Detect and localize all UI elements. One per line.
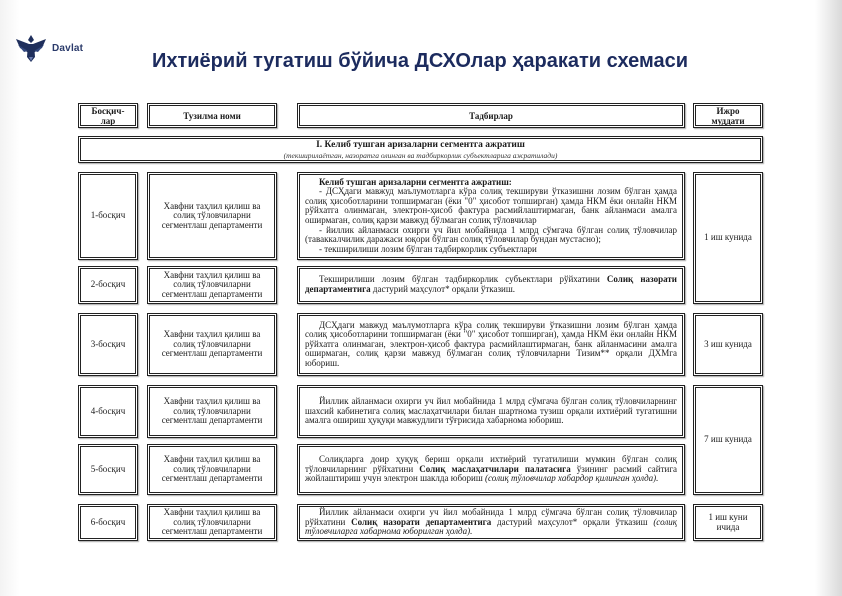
measures-2-bold: Солиқ назорати департаментига <box>305 274 677 294</box>
structure-cell-5: Хавфни таҳлил қилиш ва солиқ тўловчиларни сегментлаш департаменти <box>147 444 277 495</box>
stage-cell-6: 6-босқич <box>78 504 138 541</box>
section-header <box>78 136 763 163</box>
header-stage-line2: лар <box>100 115 116 126</box>
measures-cell-2 <box>297 266 685 304</box>
measures-1-title: Келиб тушган аризаларни сегментга ажратиш: <box>319 176 512 187</box>
measures-5-italic: (солиқ тўловчилар хабардор қилинган ҳолда). <box>485 473 659 484</box>
structure-cell-6: Хавфни таҳлил қилиш ва солиқ тўловчиларни сегментлаш департаменти <box>147 504 277 541</box>
measures-5-pre: Солиқларга доир ҳуқуқ бериш орқали ихтиёрий тугатилиши мумкин бўлган солиқ тўловчиларнинг рўйхатини <box>305 454 677 474</box>
section-title: I. Келиб тушган аризаларни сегментга ажратиш <box>316 139 525 150</box>
measures-cell-3 <box>297 313 685 376</box>
logo-text: Davlat <box>52 43 84 54</box>
header-stage-line1: Босқич- <box>91 105 125 116</box>
measures-1-bullet-2: - йиллик айланмаси охирги уч йил мобайнида 1 млрд сўмгача бўлган солиқ тўловчилар (таваккалчилик даражаси юқори бўлган солиқ тўловчилар бундан мустасно); <box>305 224 677 245</box>
measures-cell-1 <box>297 172 685 260</box>
deadline-cell-2: 3 иш кунида <box>693 313 763 376</box>
measures-6-mid: дастурий маҳсулот* орқали ўтказиш <box>491 516 654 527</box>
measures-cell-6 <box>297 504 685 541</box>
logo-eagle-icon <box>14 31 48 65</box>
header-deadline-line2: муддати <box>711 115 745 126</box>
measures-4-text: Йиллик айланмаси охирги уч йил мобайнида 1 млрд сўмгача бўлган солиқ тўловчиларнинг шахсий кабинетига солиқ маслаҳатчилари билан шартнома тузиш орқали ихтиёрий тугатишни амалга ошириш ҳуқуқи мавжудлиги тўғрисида хабарнома юбориш. <box>305 396 677 426</box>
header-deadline <box>693 103 763 128</box>
measures-3-text: ДСҲдаги мавжуд маълумотларга кўра солиқ текшируви ўтказишни лозим бўлган ҳамда солиқ ҳисоботларини топширмаган (ёки "0" ҳисобот топширган), ҳамда НКМ ёки онлайн НКМ рўйхатга олинмаган, электрон-ҳисоб фактура расмийлаштирмаган, банк айланмасини амалга оширмаган, солиқ қарзи мавжуд бўлмаган солиқ тўловчиларни Тизим** орқали ДХМга юбориш. <box>305 319 677 368</box>
header-stage <box>78 103 138 128</box>
measures-1-bullet-1: - ДСҲдаги мавжуд маълумотларга кўра солиқ текшируви ўтказишни лозим бўлган ҳамда солиқ ҳисоботларини топширмаган (ёки "0" ҳисобот топширган) ҳамда НКМ ёки онлайн НКМ рўйхатга олинмаган, электрон-ҳисоб фактура расмийлаштирмаган, банк айланмаси амалга оширмаган, солиқ қарзи мавжуд бўлмаган солиқ тўловчилар <box>305 186 677 225</box>
structure-cell-3: Хавфни таҳлил қилиш ва солиқ тўловчиларни сегментлаш департаменти <box>147 313 277 376</box>
measures-6-pre: Йиллик айланмаси охирги уч йил мобайнида 1 млрд сўмгача бўлган солиқ тўловчилар рўйхатини <box>305 507 677 527</box>
deadline-cell-4-text: 1 иш куни ичида <box>708 511 748 532</box>
measures-2-post: дастурий маҳсулот* орқали ўтказиш. <box>370 284 516 294</box>
measures-6-bold: Солиқ назорати департаментига <box>351 516 492 527</box>
measures-2-pre: Текширилиши лозим бўлган тадбиркорлик субъектлари рўйхатини <box>319 274 607 285</box>
structure-cell-4: Хавфни таҳлил қилиш ва солиқ тўловчиларни сегментлаш департаменти <box>147 385 277 438</box>
measures-5-mid: ўзининг расмий сайтига жойлаштириш учун электрон шаклда юбориш <box>305 463 678 484</box>
measures-cell-5 <box>297 444 685 495</box>
measures-5-text <box>305 455 677 484</box>
deadline-cell-3: 7 иш кунида <box>693 385 763 495</box>
measures-2-text <box>305 275 677 294</box>
deadline-cell-4 <box>693 504 763 541</box>
measures-cell-4 <box>297 385 685 438</box>
stage-cell-3: 3-босқич <box>78 313 138 376</box>
header-measures: Тадбирлар <box>297 103 685 128</box>
structure-cell-1: Хавфни таҳлил қилиш ва солиқ тўловчиларни сегментлаш департаменти <box>147 172 277 260</box>
header-structure: Тузилма номи <box>147 103 277 128</box>
measures-6-italic: (солиқ тўловчиларга хабарнома юборилган ҳолда). <box>305 516 677 537</box>
stage-cell-5: 5-босқич <box>78 444 138 495</box>
page-title: Ихтиёрий тугатиш бўйича ДСХОлар ҳаракати схемаси <box>151 50 689 72</box>
deadline-cell-1: 1 иш кунида <box>693 172 763 304</box>
section-subtitle: (текширилаётган, назоратга олинган ва тадбиркорлик субъектларига ажратилади) <box>283 150 558 160</box>
structure-cell-2: Хавфни таҳлил қилиш ва солиқ тўловчиларни сегментлаш департаменти <box>147 266 277 304</box>
stage-cell-4: 4-босқич <box>78 385 138 438</box>
measures-5-bold: Солиқ маслаҳатчилари палатасига <box>419 463 571 474</box>
measures-1-bullet-3: - текширилиши лозим бўлган тадбиркорлик субъектлари <box>319 243 537 254</box>
measures-6-text <box>305 508 677 537</box>
stage-cell-1: 1-босқич <box>78 172 138 260</box>
header-deadline-line1: Ижро <box>716 105 740 116</box>
stage-cell-2: 2-босқич <box>78 266 138 304</box>
